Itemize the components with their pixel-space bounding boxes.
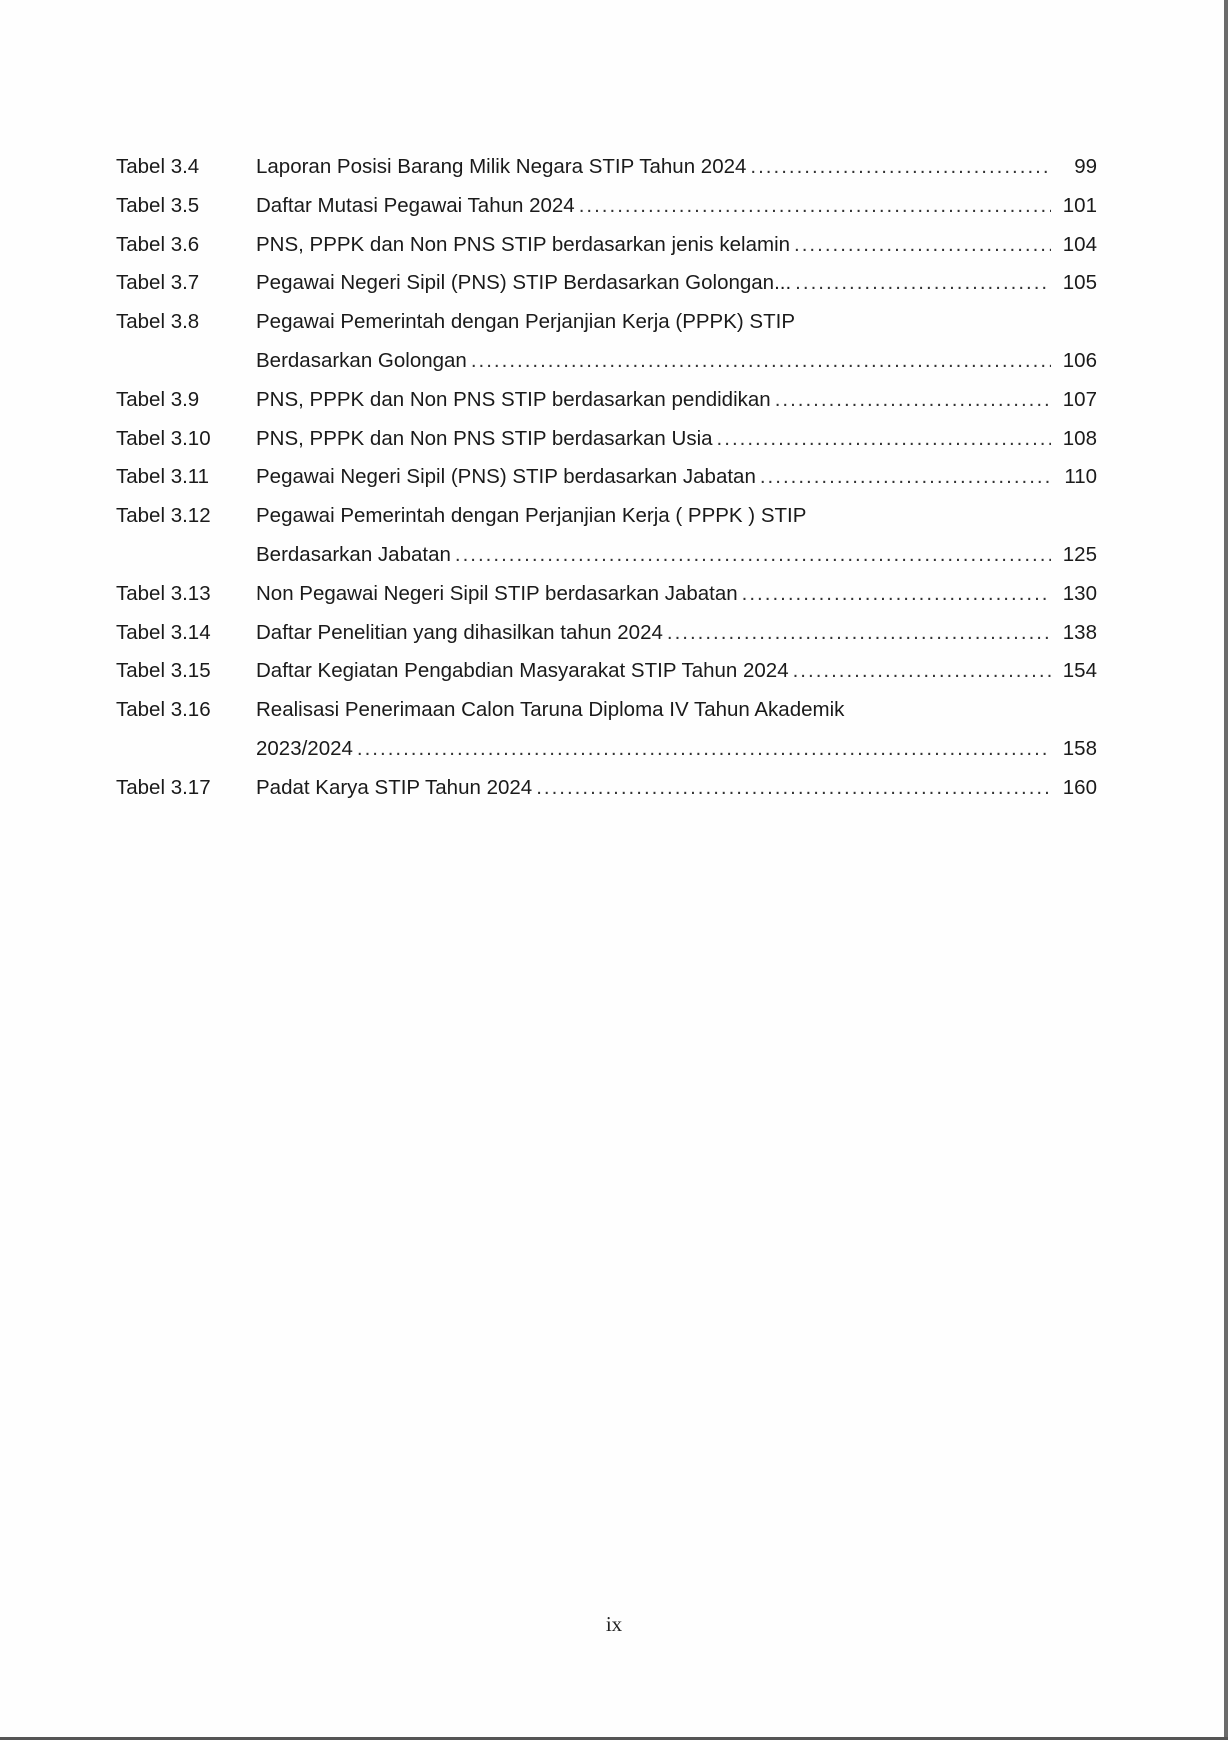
table-title-line <box>256 381 1097 420</box>
toc-entry <box>116 575 1097 614</box>
table-title-line <box>256 691 1097 730</box>
page-number: ix <box>605 1612 623 1636</box>
table-number: Tabel 3.6 <box>116 232 200 256</box>
dot-leader <box>795 264 1051 303</box>
table-number: Tabel 3.5 <box>116 193 200 217</box>
table-title-text: Laporan Posisi Barang Milik Negara STIP Tahun 2024 <box>256 155 747 178</box>
table-title-line <box>256 575 1097 614</box>
table-entry <box>256 187 1097 226</box>
table-title-text: Non Pegawai Negeri Sipil STIP berdasarkan Jabatan <box>256 581 738 605</box>
table-entry <box>256 652 1097 691</box>
page-reference: 154 <box>1062 659 1097 683</box>
toc-entry <box>116 652 1097 691</box>
table-number: Tabel 3.12 <box>116 504 211 528</box>
table-title-text: Daftar Penelitian yang dihasilkan tahun 2024 <box>256 620 663 644</box>
dot-leader <box>742 575 1051 614</box>
toc-entry <box>116 303 1097 381</box>
table-entry <box>256 381 1097 420</box>
table-title-text: Pegawai Pemerintah dengan Perjanjian Kerja ( PPPK ) STIP <box>256 504 807 528</box>
dot-leader <box>471 342 1051 381</box>
dot-leader <box>775 381 1051 420</box>
page-reference: 160 <box>1062 775 1097 799</box>
table-title-line <box>256 342 1097 381</box>
toc-entry <box>116 187 1097 226</box>
page-reference: 108 <box>1062 426 1097 450</box>
scan-edge-right <box>1224 0 1228 1740</box>
dot-leader <box>667 614 1051 653</box>
page-reference: 107 <box>1062 387 1097 411</box>
dot-leader <box>750 148 1051 187</box>
page-reference: 101 <box>1062 193 1097 217</box>
table-entry <box>256 497 1097 575</box>
table-number: Tabel 3.9 <box>116 387 200 411</box>
table-title-text: Berdasarkan Golongan <box>256 348 467 372</box>
table-title-line <box>256 187 1097 226</box>
table-number: Tabel 3.14 <box>116 620 211 644</box>
dot-leader <box>357 730 1051 769</box>
list-of-tables <box>116 148 1097 808</box>
table-entry <box>256 420 1097 459</box>
table-title-line <box>256 730 1097 769</box>
page-reference: 130 <box>1062 581 1097 605</box>
table-entry <box>256 226 1097 265</box>
table-entry <box>256 303 1097 381</box>
table-title-text: Daftar Mutasi Pegawai Tahun 2024 <box>256 193 575 217</box>
page-reference: 158 <box>1062 736 1097 760</box>
table-entry <box>256 575 1097 614</box>
table-number: Tabel 3.13 <box>116 581 211 605</box>
table-title-line <box>256 226 1097 265</box>
table-title-line <box>256 536 1097 575</box>
page-reference: 138 <box>1062 620 1097 644</box>
table-title-line <box>256 769 1097 808</box>
table-title-text: Berdasarkan Jabatan <box>256 542 451 566</box>
dot-leader <box>536 769 1051 808</box>
table-title-text: Realisasi Penerimaan Calon Taruna Diploma IV Tahun Akademik <box>256 698 845 722</box>
toc-entry <box>116 226 1097 265</box>
dot-leader <box>579 187 1051 226</box>
page-reference: 105 <box>1062 271 1097 295</box>
toc-entry <box>116 148 1097 187</box>
toc-entry <box>116 381 1097 420</box>
table-title-text: PNS, PPPK dan Non PNS STIP berdasarkan jenis kelamin <box>256 232 791 256</box>
table-title-line <box>256 420 1097 459</box>
table-title-line <box>256 264 1097 303</box>
table-title-text: Pegawai Pemerintah dengan Perjanjian Kerja (PPPK) STIP <box>256 310 795 334</box>
table-title-line <box>256 458 1097 497</box>
toc-entry <box>116 769 1097 808</box>
table-number: Tabel 3.17 <box>116 775 211 799</box>
table-title-text: PNS, PPPK dan Non PNS STIP berdasarkan pendidikan <box>256 387 771 411</box>
page-reference: 99 <box>1074 155 1097 178</box>
table-number: Tabel 3.16 <box>116 698 211 722</box>
table-title-text: Pegawai Negeri Sipil (PNS) STIP berdasarkan Jabatan <box>256 465 756 489</box>
page-reference: 125 <box>1062 542 1097 566</box>
table-title-line <box>256 303 1097 342</box>
toc-entry <box>116 691 1097 769</box>
table-title-line <box>256 148 1097 187</box>
toc-entry <box>116 614 1097 653</box>
toc-entry <box>116 497 1097 575</box>
table-entry <box>256 458 1097 497</box>
page-reference: 110 <box>1064 465 1097 489</box>
table-title-text: PNS, PPPK dan Non PNS STIP berdasarkan Usia <box>256 426 713 450</box>
table-title-text: Pegawai Negeri Sipil (PNS) STIP Berdasarkan Golongan... <box>256 271 792 295</box>
page-reference: 104 <box>1062 232 1097 256</box>
dot-leader <box>717 420 1051 459</box>
table-number: Tabel 3.8 <box>116 310 200 334</box>
table-number: Tabel 3.4 <box>116 155 200 178</box>
toc-entry <box>116 264 1097 303</box>
table-number: Tabel 3.11 <box>116 465 210 489</box>
table-title-line <box>256 497 1097 536</box>
table-entry <box>256 769 1097 808</box>
page-reference: 106 <box>1062 348 1097 372</box>
dot-leader <box>794 226 1051 265</box>
dot-leader <box>760 458 1051 497</box>
table-title-text: Daftar Kegiatan Pengabdian Masyarakat STIP Tahun 2024 <box>256 659 789 683</box>
dot-leader <box>793 652 1051 691</box>
table-number: Tabel 3.15 <box>116 659 211 683</box>
toc-entry <box>116 458 1097 497</box>
table-entry <box>256 614 1097 653</box>
table-title-line <box>256 614 1097 653</box>
table-number: Tabel 3.7 <box>116 271 200 295</box>
table-title-text: Padat Karya STIP Tahun 2024 <box>256 775 533 799</box>
table-title-text: 2023/2024 <box>256 736 353 760</box>
table-entry <box>256 148 1097 187</box>
table-title-line <box>256 652 1097 691</box>
table-entry <box>256 264 1097 303</box>
toc-entry <box>116 420 1097 459</box>
table-number: Tabel 3.10 <box>116 426 211 450</box>
table-entry <box>256 691 1097 769</box>
dot-leader <box>455 536 1051 575</box>
